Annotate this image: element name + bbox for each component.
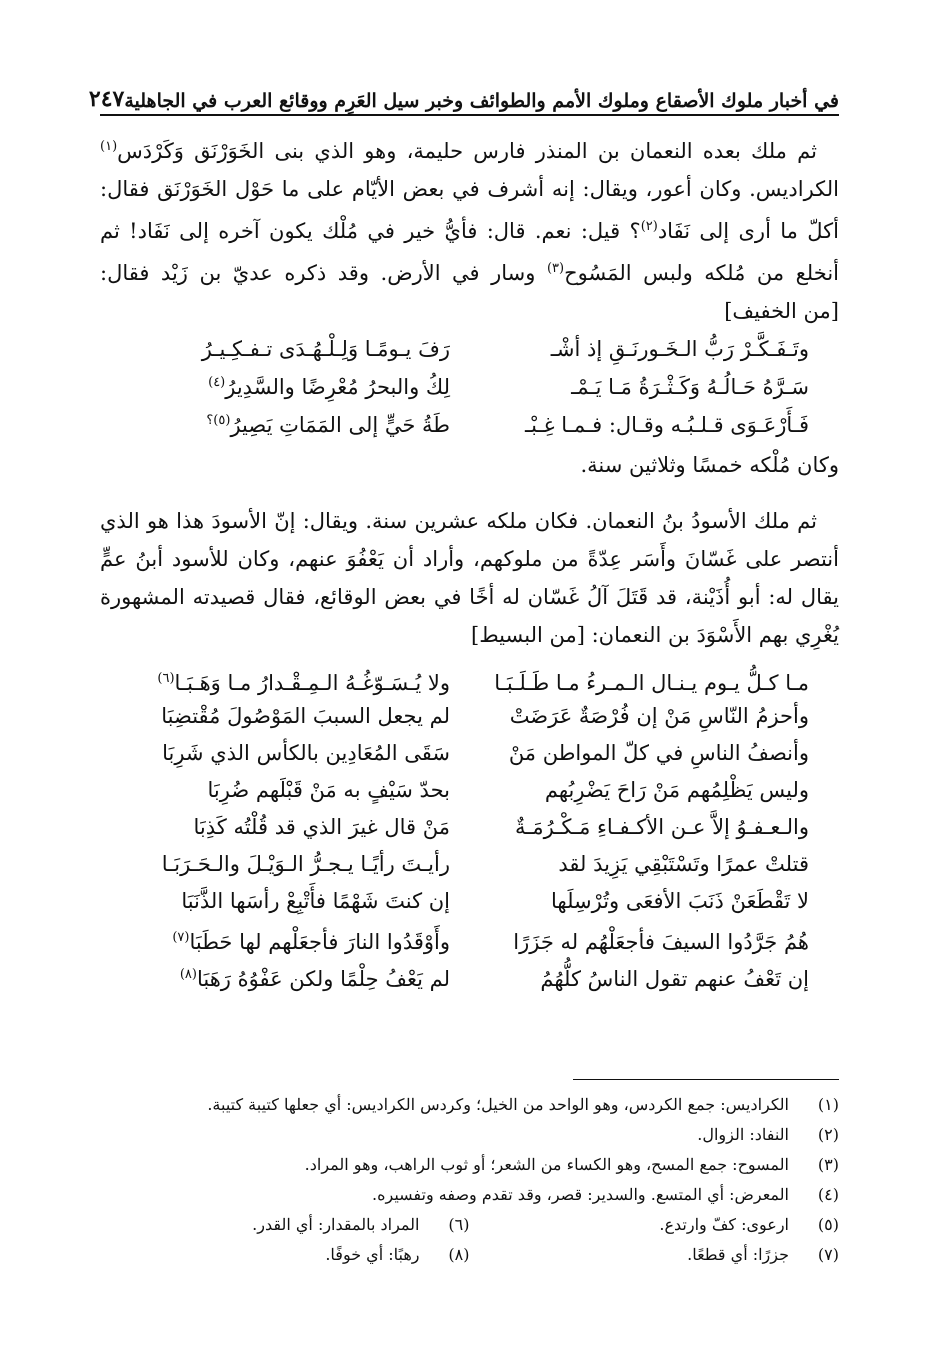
footnote-number: (٥) — [817, 1215, 839, 1234]
verse — [130, 364, 809, 402]
verse — [130, 956, 809, 993]
footnote-ref-2[interactable]: (٢) — [640, 219, 658, 234]
verse-first-hemistich: وأحزمُ النّاسِ مَنْ إن فُرْصَةٌ عَرَضَتْ — [509, 704, 809, 728]
footnote-ref-4[interactable]: (٤) — [208, 375, 226, 390]
footnote-4 — [100, 1180, 839, 1210]
header-title: في أخبار ملوك الأصقاع وملوك الأمم والطوائف وخبر سيل العَرِم ووقائع العرب في الجاهلية — [124, 90, 839, 112]
verse-first-hemistich: مـا كـلُّ يـوم يـنـال الـمـرءُ مـا طَـلَـبَـا — [494, 671, 809, 695]
verse-first-hemistich: وأنصفُ الناسِ في كلّ المواطن مَنْ — [508, 741, 809, 765]
footnote-text: الكراديس: جمع الكردس، وهو الواحد من الخيل؛ وكردس الكراديس: أي جعلها كتيبة كتيبة. — [207, 1095, 789, 1114]
verse-first-hemistich: وتَـفَـكَّـرْ رَبُّ الـخَـورنَـقِ إذ أشْـ — [550, 337, 809, 361]
verse-second-hemistich: لِكُ والبحرُ مُعْرِضًا والسَّدِيرُ$^{(٤)}$ — [208, 375, 450, 399]
verse-second-hemistich: مَنْ قال غيرَ الذي قد قُلْتُه كَذِبَا — [193, 815, 450, 839]
intro-text-2: الكراديس. وكان أعور، ويقال: إنه أشرف في بعض الأيّام على ما حَوْل الخَوَرْنَق فقال: أكلّ ما أرى إلى نَفَاد — [100, 177, 839, 243]
footnote-text: جزرًا: أي قطعًا. — [687, 1245, 789, 1264]
footnote-text: رهبًا: أي خوفًا. — [325, 1245, 420, 1264]
footnote-number: (١) — [817, 1095, 839, 1114]
footnote-text: المعرض: أي المتسع. والسدير: قصر، وقد تقدم وصفه وتفسيره. — [372, 1185, 789, 1204]
footnote-number: (٣) — [817, 1155, 839, 1174]
poem-abu-udhayna — [130, 660, 809, 993]
verse — [130, 882, 809, 919]
footnote-separator — [573, 1079, 839, 1080]
verse — [130, 845, 809, 882]
reign-line — [130, 446, 839, 484]
verse — [130, 326, 809, 364]
verse-first-hemistich: هُمُ جَرَّدُوا السيفَ فأجعَلْهُم له جَزَرًا — [513, 930, 809, 954]
footnote-ref-8[interactable]: (٨) — [179, 967, 197, 982]
intro-text-3: ؟ قيل: نعم. قال: فأيُّ خير في مُلْك يكون آخره إلى نَفَاد! ثم أنخلع من مُلكه ولبس المَسُوح — [100, 219, 839, 285]
footnote-ref-3[interactable]: (٣) — [546, 261, 565, 276]
footnote-text: النفاد: الزوال. — [697, 1125, 789, 1144]
footnote-number: (٤) — [817, 1185, 839, 1204]
verse-second-hemistich: رَفَ يـومًـا وَلِـلْـهُـدَى تـفـكِـيـرُ — [201, 337, 450, 361]
footnote-text: ارعوى: كفّ وارتدع. — [659, 1215, 789, 1234]
footnote-1 — [100, 1090, 839, 1120]
verse — [130, 402, 809, 440]
verse — [130, 808, 809, 845]
footnote-2 — [100, 1120, 839, 1150]
verse — [130, 734, 809, 771]
meter-label-khafif: [من الخفيف] — [724, 299, 839, 323]
intro-text-4: وسار في الأرض. وقد ذكره عديّ بن زَيْد فقال: — [100, 261, 547, 285]
aswad-text: ثم ملك الأسودُ بنُ النعمان. فكان ملكه عشرين سنة. ويقال: إنّ الأسودَ هذا هو الذي أنتصر على غَسّانَ وأَسَر عِدّةً من ملوكهم، وأراد أن يَعْفُوَ عنهم، وكان للأسود أبنُ عمٍّ يقال له: أبو أُذَيْنة، قد قَتَلَ آلُ غَسّان له أخًا في بعض الوقائع، فقال قصيدته المشهورة يُغْرِي بهم الأَسْوَدَ بن النعمان: — [100, 509, 839, 647]
page-number: ٢٤٧ — [88, 86, 125, 112]
verse-second-hemistich: ولا يُـسَـوّغُـهُ الـمِـقْـدارُ مـا وَهَـبَـا$^{(٦)}$ — [157, 671, 450, 695]
footnote-ref-1[interactable]: (١) — [100, 139, 118, 154]
footnote-6 — [100, 1210, 470, 1240]
verse-first-hemistich: لا تَقْطَعَنْ ذَنَبَ الأفعَى وتُرْسِلَها — [551, 889, 809, 913]
footnote-ref-5[interactable]: (٥)؟ — [206, 413, 231, 428]
verse-second-hemistich: لم يجعل السببَ المَوْصُولَ مُقْتضِبَا — [161, 704, 450, 728]
footnote-7 — [470, 1240, 840, 1270]
verse — [130, 660, 809, 697]
verse-first-hemistich: والـعـفـوُ إلاَّ عـن الأكـفـاءِ مَـكْـرُمَـةٌ — [514, 815, 809, 839]
footnote-ref-7[interactable]: (٧) — [172, 930, 190, 945]
verse-second-hemistich: بحدّ سَيْفٍ به مَنْ قَبْلَهم ضُرِبَا — [207, 778, 450, 802]
footnote-ref-6[interactable]: (٦) — [157, 671, 175, 686]
footnote-number: (٦) — [448, 1215, 470, 1234]
footnotes — [100, 1090, 839, 1270]
reign-text: وكان مُلْكه خمسًا وثلاثين سنة. — [580, 453, 839, 477]
poem-adi — [130, 326, 839, 484]
verse-second-hemistich: طَةُ حَيٍّ إلى المَمَاتِ يَصِيرُ$^{(٥)؟}$ — [206, 413, 450, 437]
footnote-row-7-8 — [100, 1240, 839, 1270]
footnote-text: المسوح: جمع المسح، وهو الكساء من الشعر؛ أو ثوب الراهب، وهو المراد. — [304, 1155, 789, 1174]
footnote-number: (٨) — [448, 1245, 470, 1264]
aswad-paragraph — [100, 502, 839, 654]
intro-text-1: ثم ملك بعده النعمان بن المنذر فارس حليمة، وهو الذي بنى الخَوَرْنَق وَكَرْدَس — [117, 139, 817, 163]
verse — [130, 771, 809, 808]
footnote-3 — [100, 1150, 839, 1180]
verse-first-hemistich: إن تَعْفُ عنهم تقول الناسُ كلُّهُمُ — [540, 967, 809, 991]
verse-second-hemistich: إن كنتَ شَهْمًا فأَتْبِعْ رأسَها الذَّنَبَا — [181, 889, 450, 913]
verse-first-hemistich: وليس يَظْلِمُهم مَنْ رَاحَ يَضْرِبُهم — [544, 778, 809, 802]
intro-paragraph — [100, 128, 839, 330]
verse — [130, 919, 809, 956]
verse-first-hemistich: سَـرَّهُ حَـالُـهُ وَكَـثْـرَةُ مَـا يَـمْـ — [571, 375, 809, 399]
footnote-8 — [100, 1240, 470, 1270]
verse-second-hemistich: وأَوْقَدُوا النارَ فأجعَلْهم لها حَطَبَا$^{(٧)}$ — [172, 930, 450, 954]
verse-second-hemistich: رأيـتَ رأيًـا يـجـرُّ الـوَيْـلَ والـحَـرَبَـا — [161, 852, 450, 876]
verse — [130, 697, 809, 734]
footnote-row-5-6 — [100, 1210, 839, 1240]
verse-first-hemistich: فَـأَرْعَـوَى قـلـبُـه وقـال: فـمـا غِـبْـ — [524, 413, 809, 437]
verse-first-hemistich: قتلتْ عمرًا وتَسْتَبْقِي يَزِيدَ لقد — [558, 852, 809, 876]
verse-second-hemistich: لم يَعْفُ حِلْمًا ولكن عَفْوُهُ رَهَبَا$^{(٨)}$ — [179, 967, 450, 991]
footnote-number: (٢) — [817, 1125, 839, 1144]
meter-label-basit: [من البسيط] — [471, 623, 585, 647]
verse-second-hemistich: سَقَى المُعَادِين بالكأس الذي شَرِبَا — [162, 741, 450, 765]
running-header — [88, 72, 839, 116]
footnote-text: المراد بالمقدار: أي القدر. — [252, 1215, 420, 1234]
footnote-number: (٧) — [817, 1245, 839, 1264]
footnote-5 — [470, 1210, 840, 1240]
